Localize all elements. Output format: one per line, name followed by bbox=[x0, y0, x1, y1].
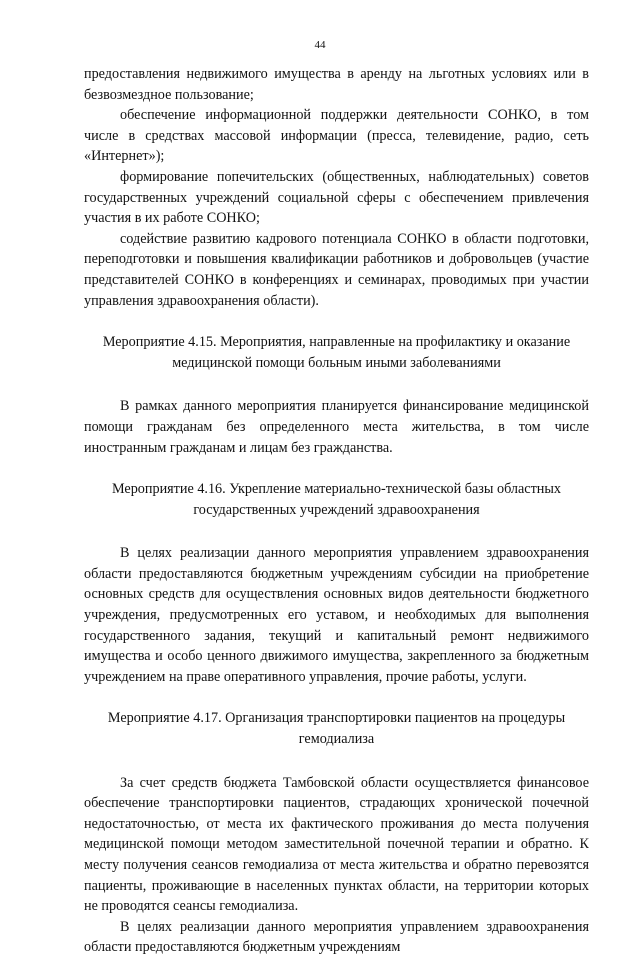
paragraph-homeless-care: В рамках данного мероприятия планируется финансирование медицинской помощи гражданам без определенного места жительства, в том числе иностранным гражданам и лицам без гражданства. bbox=[84, 398, 589, 456]
spacer bbox=[84, 687, 589, 708]
page-number: 44 bbox=[314, 39, 326, 51]
heading-measure-4-15: Мероприятие 4.15. Мероприятия, направленные на профилактику и оказание медицинской помощи больным иными заболеваниями bbox=[102, 334, 571, 371]
heading-measure-4-17: Мероприятие 4.17. Организация транспортировки пациентов на процедуры гемодиализа bbox=[107, 710, 566, 748]
paragraph-information-support: обеспечение информационной поддержки деятельности СОНКО, в том числе в средствах массовой информации (пресса, телевидение, радио, сеть «Интернет»); bbox=[84, 107, 589, 165]
paragraph-hemodialysis-transport: За счет средств бюджета Тамбовской области осуществляется финансовое обеспечение транспортировки пациентов, страдающих хронической почечной недостаточностью, от места их фактического проживания до места получения медицинской помощи методом заместительной почечной терапии и обратно. К месту получения сеансов гемодиализа от места жительства и обратно перевозятся пациенты, проживающие в населенных пунктах области, на территории которых не проводятся сеансы гемодиализа. bbox=[84, 774, 589, 915]
spacer bbox=[84, 750, 589, 773]
paragraph-subsidies-continued: В целях реализации данного мероприятия управлением здравоохранения области предоставляются бюджетным учреждениям bbox=[84, 918, 589, 956]
spacer bbox=[84, 458, 589, 479]
spacer bbox=[84, 520, 589, 543]
paragraph-trustee-councils: формирование попечительских (общественных, наблюдательных) советов государственных учреждений социальной сферы с обеспечением привлечения участия в их работе СОНКО; bbox=[84, 168, 589, 227]
heading-measure-4-16: Мероприятие 4.16. Укрепление материально-технической базы областных государственных учреждений здравоохранения bbox=[111, 481, 562, 518]
document-body bbox=[84, 64, 589, 958]
paragraph-personnel-development: содействие развитию кадрового потенциала СОНКО в области подготовки, переподготовки и повышения квалификации работников и добровольцев (участие представителей СОНКО в конференциях и семинарах, проводимых при участии управления здравоохранения области). bbox=[84, 230, 589, 309]
spacer bbox=[84, 373, 589, 396]
spacer bbox=[84, 311, 589, 332]
paragraph-property-lease: предоставления недвижимого имущества в аренду на льготных условиях или в безвозмездное пользование; bbox=[84, 66, 589, 103]
paragraph-material-base: В целях реализации данного мероприятия управлением здравоохранения области предоставляются бюджетным учреждениям субсидии на приобретение основных средств для осуществления основных видов деятельности бюджетного учреждения, предусмотренных его уставом, и необходимых для выполнения государственного задания, текущий и капитальный ремонт недвижимого имущества и особо ценного движимого имущества, закрепленного за бюджетным учреждением на праве оперативного управления, прочие работы, услуги. bbox=[84, 545, 589, 685]
